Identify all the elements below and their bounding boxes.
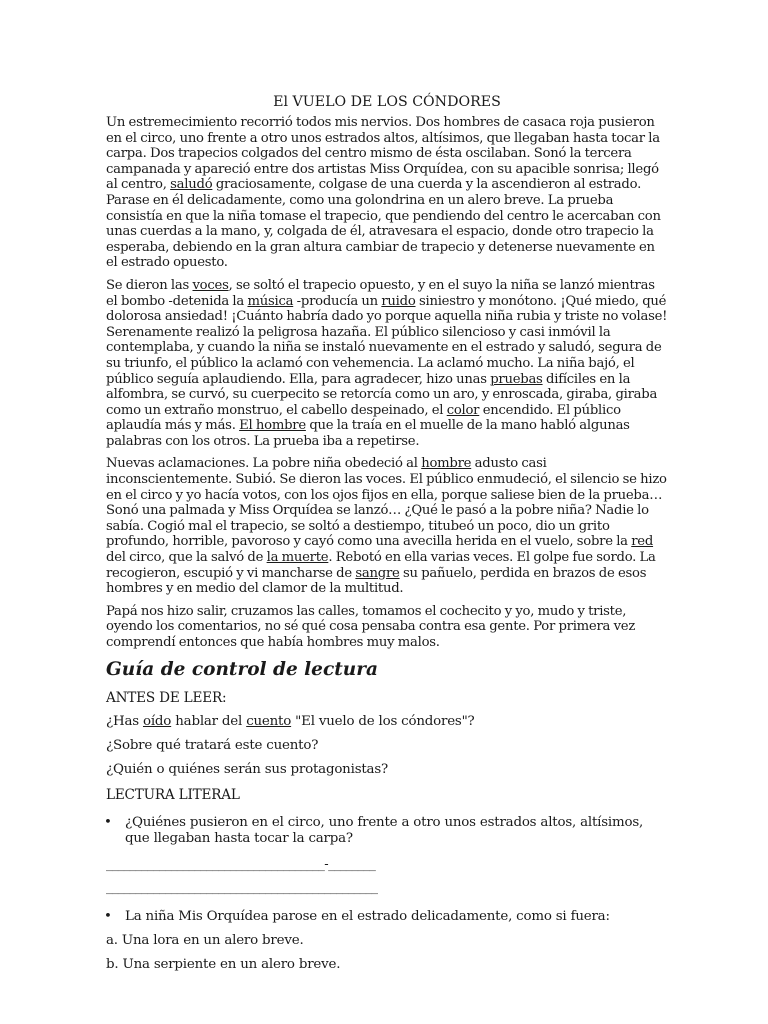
vocab-word: sangre	[355, 565, 400, 581]
vocab-word: voces	[192, 277, 229, 293]
section-heading-before: ANTES DE LEER:	[106, 689, 227, 706]
vocab-word: red	[631, 534, 654, 550]
paragraph-3: Nuevas aclamaciones. La pobre niña obedeció al hombre adusto casi inconscientemente. Subió. Se dieron las voces. El público enmudeció, el silencio se hizo en el circo y yo hacía votos, con los ojos fijos en ella, porque saliese bien de la prueba… Sonó una palmada y Miss Orquídea se lanzó… ¿Qué le pasó a la pobre niña? Nadie lo sabía. Cogió mal el trapecio, se soltó a destiempo, titubeó un poco, dio un grito profundo, horrible, pavoroso y cayó como una avecilla herida en el vuelo, sobre la red del circo, que la salvó de la muerte. Rebotó en ella varias veces. El golpe fue sordo. La recogieron, escupió y vi mancharse de sangre su pañuelo, perdida en brazos de esos hombres y en medio del clamor de la multitud.	[106, 456, 667, 597]
answer-blank-1[interactable]: _____________________________________-________	[106, 856, 376, 872]
bullet-icon: •	[104, 908, 112, 924]
bullet-question-2: • La niña Mis Orquídea parose en el estrado delicadamente, como si fuera:	[104, 908, 610, 924]
paragraph-4: Papá nos hizo salir, cruzamos las calles, tomamos el cochecito y yo, mudo y triste, oyendo los comentarios, no sé qué cosa pensaba contra esa gente. Por primera vez comprendí entonces que había hombres muy malos.	[106, 603, 636, 650]
vocab-word: El hombre	[239, 418, 306, 434]
vocab-word: ruido	[381, 293, 416, 309]
question-3: ¿Quién o quiénes serán sus protagonistas?	[106, 761, 388, 777]
vocab-word: color	[446, 402, 480, 418]
guide-title: Guía de control de lectura	[106, 658, 378, 680]
section-heading-literal: LECTURA LITERAL	[106, 786, 240, 803]
paragraph-1: Un estremecimiento recorrió todos mis nervios. Dos hombres de casaca roja pusieron en el circo, uno frente a otro unos estrados altos, altísimos, que llegaban hasta tocar la carpa. Dos trapecios colgados del centro mismo de ésta oscilaban. Sonó la tercera campanada y apareció entre dos artistas Miss Orquídea, con su apacible sonrisa; llegó al centro, saludó graciosamente, colgase de una cuerda y la ascendieron al estrado. Parase en él delicadamente, como una golondrina en un alero breve. La prueba consistía en que la niña tomase el trapecio, que pendiendo del centro le acercaban con unas cuerdas a la mano, y, colgada de él, atravesara el espacio, donde otro trapecio la esperaba, debiendo en la gran altura cambiar de trapecio y detenerse nuevamente en el estrado opuesto.	[106, 115, 661, 271]
vocab-word: hombre	[421, 456, 472, 472]
vocab-word: cuento	[246, 713, 292, 729]
paragraph-2: Se dieron las voces, se soltó el trapecio opuesto, y en el suyo la niña se lanzó mientras el bombo -detenida la música -producía un ruido siniestro y monótono. ¡Qué miedo, qué dolorosa ansiedad! ¡Cuánto habría dado yo porque aquella niña rubia y triste no volase! Serenamente realizó la peligrosa hazaña. El público silencioso y casi inmóvil la contemplaba, y cuando la niña se instaló nuevamente en el estrado y saludó, segura de su triunfo, el público la aclamó con vehemencia. La aclamó mucho. La niña bajó, el público seguía aplaudiendo. Ella, para agradecer, hizo unas pruebas difíciles en la alfombra, se curvó, su cuerpecito se retorcía como un aro, y enroscada, giraba, giraba como un extraño monstruo, el cabello despeinado, el color encendido. El público aplaudía más y más. El hombre que la traía en el muelle de la mano habló algunas palabras con los otros. La prueba iba a repetirse.	[106, 277, 668, 449]
question-2: ¿Sobre qué tratará este cuento?	[106, 737, 319, 753]
vocab-word: pruebas	[490, 371, 543, 387]
vocab-word: música	[247, 293, 294, 309]
vocab-word: saludó	[170, 177, 213, 193]
bullet-icon: •	[104, 814, 112, 830]
bullet-question-1: • ¿Quiénes pusieron en el circo, uno frente a otro unos estrados altos, altísimos, que llegaban hasta tocar la carpa?	[104, 814, 644, 846]
answer-blank-2[interactable]: ______________________________________________	[106, 879, 378, 895]
question-1: ¿Has oído hablar del cuento "El vuelo de los cóndores"?	[106, 713, 475, 729]
vocab-word: oído	[142, 713, 172, 729]
story-title: El VUELO DE LOS CÓNDORES	[273, 94, 501, 110]
option-a[interactable]: a. Una lora en un alero breve.	[106, 932, 304, 948]
option-b[interactable]: b. Una serpiente en un alero breve.	[106, 956, 341, 972]
vocab-word: la muerte	[266, 550, 329, 566]
